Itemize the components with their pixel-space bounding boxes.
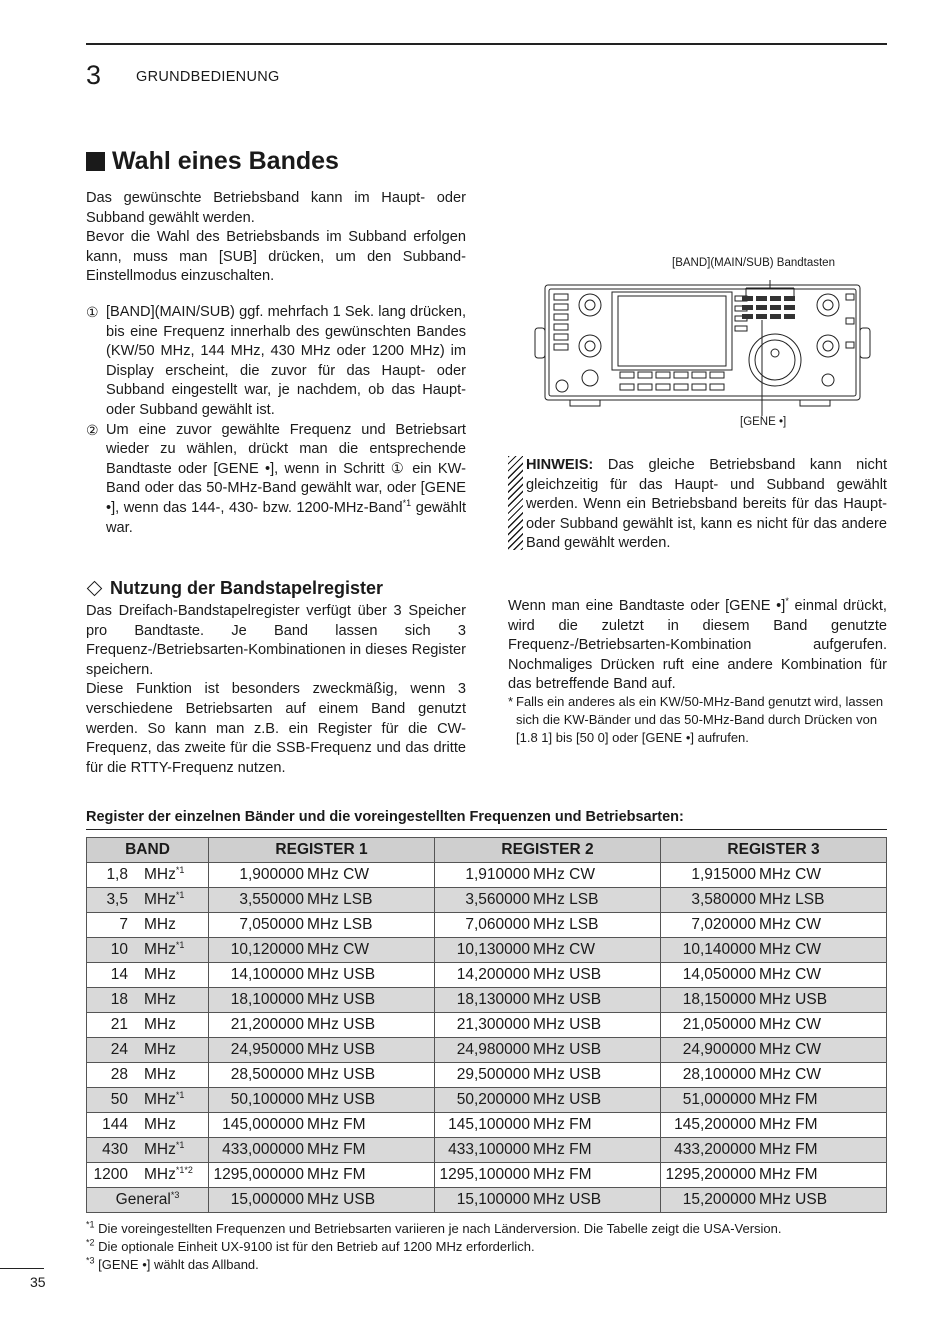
band-unit-label <box>144 941 184 959</box>
register-2-cell <box>435 1088 661 1113</box>
frequency-value: 1,915000 <box>691 866 756 883</box>
frequency-value: 24,980000 <box>456 1041 530 1058</box>
column-header: REGISTER 1 <box>209 838 435 863</box>
band-unit: MHz <box>144 1091 176 1108</box>
unit-mode: MHz FM <box>533 1166 592 1183</box>
band-cell <box>87 1063 209 1088</box>
band-cell <box>87 938 209 963</box>
band-number: 10 <box>110 941 128 958</box>
footnote-mark: *1 <box>86 1219 95 1230</box>
register-2-cell <box>435 1163 661 1188</box>
band-cell <box>87 1013 209 1038</box>
table-row <box>87 1013 887 1038</box>
footnote-ref: *3 <box>170 1189 180 1200</box>
frequency-value: 145,000000 <box>222 1116 304 1133</box>
band-unit: MHz <box>144 1041 176 1058</box>
chapter-title: GRUNDBEDIENUNG <box>136 69 280 85</box>
band-number: 18 <box>110 991 128 1008</box>
table-row <box>87 1138 887 1163</box>
frequency-value: 21,050000 <box>682 1016 756 1033</box>
band-cell <box>87 963 209 988</box>
unit-mode: MHz LSB <box>307 891 373 908</box>
unit-mode: MHz FM <box>759 1166 818 1183</box>
register-2-cell <box>435 1188 661 1213</box>
register-1-cell <box>209 1138 435 1163</box>
frequency-value: 15,100000 <box>456 1191 530 1208</box>
unit-mode: MHz USB <box>533 1191 602 1208</box>
unit-mode: MHz USB <box>533 1066 602 1083</box>
footnote-ref: *1 <box>175 864 185 875</box>
register-3-cell <box>661 913 887 938</box>
chapter-number: 3 <box>86 60 102 90</box>
step-text-part: gewählt war. <box>106 499 467 536</box>
frequency-value: 28,100000 <box>682 1066 756 1083</box>
footnote <box>86 1256 782 1274</box>
note-body: Das gleiche Betriebsband kann nicht gleichzeitig für das Haupt- und Subband gewählt werden. Wenn ein Betriebsband bereits für das Haupt- oder Subband gewählt ist, kann es nicht für das andere Band gewählt werden. <box>526 457 887 552</box>
band-unit: MHz <box>144 1016 176 1033</box>
table-header-row <box>87 838 887 863</box>
register-3-cell <box>661 1188 887 1213</box>
frequency-value: 145,100000 <box>448 1116 530 1133</box>
band-cell <box>87 1088 209 1113</box>
table-row <box>87 1188 887 1213</box>
footnote <box>86 1238 782 1256</box>
unit-mode: MHz USB <box>533 991 602 1008</box>
frequency-value: 7,050000 <box>239 916 304 933</box>
note-text <box>526 456 887 554</box>
unit-mode: MHz LSB <box>533 916 599 933</box>
register-3-cell <box>661 1113 887 1138</box>
table-row <box>87 913 887 938</box>
column-header: BAND <box>87 838 209 863</box>
frequency-value: 145,200000 <box>674 1116 756 1133</box>
band-cell <box>87 1138 209 1163</box>
register-3-cell <box>661 1063 887 1088</box>
frequency-value: 10,120000 <box>230 941 304 958</box>
unit-mode: MHz FM <box>307 1166 366 1183</box>
register-2-cell <box>435 1063 661 1088</box>
unit-mode: MHz FM <box>307 1116 366 1133</box>
intro-paragraph: Das gewünschte Betriebsband kann im Haupt- oder Subband gewählt werden. <box>86 190 466 226</box>
register-2-cell <box>435 1038 661 1063</box>
table-row <box>87 863 887 888</box>
band-label <box>87 1191 208 1209</box>
register-1-cell <box>209 1063 435 1088</box>
unit-mode: MHz FM <box>533 1141 592 1158</box>
note-label: HINWEIS: <box>526 457 594 473</box>
right-text-part: Wenn man eine Bandtaste oder [GENE •] <box>508 598 786 614</box>
unit-mode: MHz USB <box>307 1066 376 1083</box>
register-3-cell <box>661 963 887 988</box>
register-3-cell <box>661 1038 887 1063</box>
band-unit-label <box>144 1166 193 1184</box>
band-unit-label <box>144 1066 176 1084</box>
unit-mode: MHz USB <box>533 966 602 983</box>
band-number: 21 <box>110 1016 128 1033</box>
register-3-cell <box>661 863 887 888</box>
table-row <box>87 938 887 963</box>
register-1-cell <box>209 1013 435 1038</box>
register-1-cell <box>209 1038 435 1063</box>
unit-mode: MHz USB <box>307 991 376 1008</box>
step-item <box>86 303 466 421</box>
register-3-cell <box>661 1013 887 1038</box>
band-number: 7 <box>119 916 128 933</box>
register-1-cell <box>209 938 435 963</box>
table-row <box>87 1113 887 1138</box>
frequency-value: 50,200000 <box>456 1091 530 1108</box>
table-row <box>87 988 887 1013</box>
steps-list <box>86 303 466 538</box>
register-1-cell <box>209 888 435 913</box>
note-box <box>508 456 887 554</box>
register-1-cell <box>209 913 435 938</box>
step-text <box>106 421 466 539</box>
unit-mode: MHz USB <box>533 1041 602 1058</box>
footnote-ref: *1 <box>175 1139 185 1150</box>
right-text-part: einmal drückt, wird die zuletzt in diesem Band genutzte Frequenz-/Betriebsarten-Kombination aufgerufen. Nochmaliges Drücken ruft eine andere Kombination für das betreffende Band auf. <box>508 598 887 693</box>
table-row <box>87 1088 887 1113</box>
unit-mode: MHz CW <box>533 941 595 958</box>
page-number: 35 <box>30 1274 46 1290</box>
table-row <box>87 1163 887 1188</box>
frequency-value: 29,500000 <box>456 1066 530 1083</box>
unit-mode: MHz USB <box>307 1016 376 1033</box>
unit-mode: MHz CW <box>759 941 821 958</box>
register-1-cell <box>209 1113 435 1138</box>
unit-mode: MHz CW <box>759 1016 821 1033</box>
band-cell <box>87 1038 209 1063</box>
band-cell <box>87 1113 209 1138</box>
subsection-heading <box>86 578 383 599</box>
register-1-cell <box>209 988 435 1013</box>
figure-callout-bottom: [GENE •] <box>740 416 787 428</box>
intro-text <box>86 189 466 287</box>
frequency-value: 3,550000 <box>239 891 304 908</box>
unit-mode: MHz LSB <box>759 891 825 908</box>
register-3-cell <box>661 1138 887 1163</box>
band-number: 1200 <box>93 1166 128 1183</box>
transceiver-front-panel-illustration <box>530 268 878 426</box>
register-2-cell <box>435 888 661 913</box>
register-2-cell <box>435 1138 661 1163</box>
band-unit: MHz <box>144 941 176 958</box>
frequency-value: 1295,100000 <box>439 1166 530 1183</box>
band-cell <box>87 988 209 1013</box>
band-number: 50 <box>110 1091 128 1108</box>
frequency-value: 14,200000 <box>456 966 530 983</box>
diamond-bullet-icon <box>87 581 103 597</box>
band-unit-label <box>144 1041 176 1059</box>
band-unit: MHz <box>144 866 176 883</box>
register-2-cell <box>435 938 661 963</box>
section-heading <box>86 147 339 176</box>
footnote-ref: * <box>785 596 789 607</box>
table-title-rule <box>86 829 887 830</box>
frequency-value: 14,050000 <box>682 966 756 983</box>
column-header: REGISTER 2 <box>435 838 661 863</box>
band-unit-label <box>144 966 176 984</box>
section-title: Wahl eines Bandes <box>112 147 339 175</box>
frequency-value: 14,100000 <box>230 966 304 983</box>
band-number: 430 <box>102 1141 128 1158</box>
register-3-cell <box>661 988 887 1013</box>
unit-mode: MHz CW <box>307 866 369 883</box>
footnote-ref: *1 <box>402 498 412 509</box>
column-header: REGISTER 3 <box>661 838 887 863</box>
band-unit: MHz <box>144 891 176 908</box>
note-hatch-icon <box>508 456 523 550</box>
register-1-cell <box>209 1088 435 1113</box>
unit-mode: MHz CW <box>307 941 369 958</box>
table-row <box>87 888 887 913</box>
unit-mode: MHz USB <box>307 1091 376 1108</box>
band-number: 3,5 <box>106 891 128 908</box>
unit-mode: MHz USB <box>307 1041 376 1058</box>
unit-mode: MHz CW <box>759 866 821 883</box>
footnote-ref: *1 <box>175 1089 185 1100</box>
band-unit: MHz <box>144 1116 176 1133</box>
frequency-value: 3,560000 <box>465 891 530 908</box>
register-2-cell <box>435 863 661 888</box>
frequency-value: 15,200000 <box>682 1191 756 1208</box>
footnote-text: [GENE •] wählt das Allband. <box>94 1257 259 1272</box>
band-cell <box>87 863 209 888</box>
frequency-value: 1,910000 <box>465 866 530 883</box>
unit-mode: MHz LSB <box>307 916 373 933</box>
footnote-ref: *1 <box>175 939 185 950</box>
register-2-cell <box>435 913 661 938</box>
band-name: General <box>115 1191 171 1208</box>
table-row <box>87 1063 887 1088</box>
figure-callout-top: [BAND](MAIN/SUB) Bandtasten <box>672 257 835 269</box>
frequency-value: 24,950000 <box>230 1041 304 1058</box>
footnote-text: Falls ein anderes als ein KW/50-MHz-Band genutzt wird, lassen sich die KW-Bänder und das 50-MHz-Band durch Drücken von [1.8 1] bis [50 0] oder [GENE •] aufrufen. <box>516 694 884 745</box>
band-unit: MHz <box>144 966 176 983</box>
band-number: 1,8 <box>106 866 128 883</box>
register-1-cell <box>209 863 435 888</box>
register-2-cell <box>435 963 661 988</box>
step-number: ② <box>86 421 99 438</box>
table-title: Register der einzelnen Bänder und die voreingestellten Frequenzen und Betriebsarten: <box>86 809 684 825</box>
footnote-mark: *2 <box>86 1237 95 1248</box>
frequency-value: 10,130000 <box>456 941 530 958</box>
register-1-cell <box>209 1188 435 1213</box>
band-cell <box>87 913 209 938</box>
footnote <box>86 1220 782 1238</box>
unit-mode: MHz USB <box>759 991 828 1008</box>
subsection-right-text <box>508 597 887 695</box>
intro-paragraph: Bevor die Wahl des Betriebsbands im Subband erfolgen kann, muss man [SUB] drücken, um den Subband-Einstellmodus einzuschalten. <box>86 229 466 285</box>
subsection-title: Nutzung der Bandstapelregister <box>110 578 384 598</box>
unit-mode: MHz USB <box>307 1191 376 1208</box>
band-unit-label <box>144 1116 176 1134</box>
frequency-value: 433,100000 <box>448 1141 530 1158</box>
step-text-part: Um eine zuvor gewählte Frequenz und Betriebsart wieder zu wählen, drückt man die entsprechende Bandtaste oder [GENE •], wenn in Schritt ① ein KW-Band oder das 50-MHz-Band gewählt war, oder [GENE •], wenn das 144-, 430- bzw. 1200-MHz-Band <box>106 421 466 516</box>
unit-mode: MHz CW <box>759 1041 821 1058</box>
band-unit: MHz <box>144 991 176 1008</box>
frequency-value: 21,200000 <box>230 1016 304 1033</box>
band-register-table <box>86 837 887 1213</box>
table-footnotes <box>86 1220 782 1274</box>
frequency-value: 50,100000 <box>230 1091 304 1108</box>
band-unit: MHz <box>144 1066 176 1083</box>
band-unit: MHz <box>144 1141 176 1158</box>
footnote-mark: * <box>508 694 514 709</box>
square-bullet-icon <box>86 152 105 171</box>
frequency-value: 1295,000000 <box>213 1166 304 1183</box>
frequency-value: 433,000000 <box>222 1141 304 1158</box>
footnote-text: Die voreingestellten Frequenzen und Betriebsarten variieren je nach Länderversion. Die Tabelle zeigt die USA-Version. <box>94 1221 782 1236</box>
frequency-value: 28,500000 <box>230 1066 304 1083</box>
band-cell <box>87 1188 209 1213</box>
band-unit-label <box>144 991 176 1009</box>
subsection-paragraph: Das Dreifach-Bandstapelregister verfügt über 3 Speicher pro Bandtaste. Je Band lassen sich 3 Frequenz-/Betriebsarten-Kombinationen in dieses Register speichern. <box>86 603 466 678</box>
band-cell <box>87 888 209 913</box>
frequency-value: 7,020000 <box>691 916 756 933</box>
band-unit: MHz <box>144 1166 176 1183</box>
footnote-ref: *1*2 <box>175 1164 193 1175</box>
frequency-value: 21,300000 <box>456 1016 530 1033</box>
unit-mode: MHz LSB <box>533 891 599 908</box>
register-3-cell <box>661 938 887 963</box>
band-number: 24 <box>110 1041 128 1058</box>
unit-mode: MHz CW <box>759 916 821 933</box>
unit-mode: MHz USB <box>533 1016 602 1033</box>
unit-mode: MHz FM <box>533 1116 592 1133</box>
step-number: ① <box>86 304 99 320</box>
frequency-value: 15,000000 <box>230 1191 304 1208</box>
footnote-text: Die optionale Einheit UX-9100 ist für den Betrieb auf 1200 MHz erforderlich. <box>94 1239 535 1254</box>
band-unit-label <box>144 1016 176 1034</box>
subsection-paragraph: Diese Funktion ist besonders zweckmäßig, wenn 3 verschiedene Betriebsarten auf einem Band genutzt werden. So kann man z.B. ein Register für die CW-Frequenz, das zweite für die SSB-Frequenz und das dritte für die RTTY-Frequenz nutzen. <box>86 681 466 776</box>
frequency-value: 433,200000 <box>674 1141 756 1158</box>
frequency-value: 7,060000 <box>465 916 530 933</box>
unit-mode: MHz USB <box>307 966 376 983</box>
band-cell <box>87 1163 209 1188</box>
band-unit-label <box>144 866 184 884</box>
unit-mode: MHz FM <box>307 1141 366 1158</box>
frequency-value: 10,140000 <box>682 941 756 958</box>
table-row <box>87 1038 887 1063</box>
band-unit-label <box>144 1141 184 1159</box>
unit-mode: MHz CW <box>759 1066 821 1083</box>
unit-mode: MHz USB <box>533 1091 602 1108</box>
frequency-value: 3,580000 <box>691 891 756 908</box>
band-unit-label <box>144 891 184 909</box>
frequency-value: 18,100000 <box>230 991 304 1008</box>
unit-mode: MHz USB <box>759 1191 828 1208</box>
register-3-cell <box>661 1163 887 1188</box>
register-1-cell <box>209 1163 435 1188</box>
page-number-rule <box>0 1268 44 1269</box>
register-2-cell <box>435 988 661 1013</box>
unit-mode: MHz CW <box>533 866 595 883</box>
subsection-left-text <box>86 602 466 778</box>
register-2-cell <box>435 1113 661 1138</box>
step-text: [BAND](MAIN/SUB) ggf. mehrfach 1 Sek. lang drücken, bis eine Frequenz innerhalb des gewünschten Bandes (KW/50 MHz, 144 MHz, 430 MHz oder 1200 MHz) im Display erscheint, die zuvor für das Haupt- oder Subband eingestellt war, je nachdem, ob das Haupt- oder Subband gewählt ist. <box>106 304 466 418</box>
frequency-value: 51,000000 <box>682 1091 756 1108</box>
frequency-value: 18,150000 <box>682 991 756 1008</box>
band-unit-label <box>144 916 176 934</box>
register-3-cell <box>661 1088 887 1113</box>
footnote-mark: *3 <box>86 1255 95 1266</box>
band-number: 28 <box>110 1066 128 1083</box>
frequency-value: 1,900000 <box>239 866 304 883</box>
register-1-cell <box>209 963 435 988</box>
step-item <box>86 421 466 539</box>
register-3-cell <box>661 888 887 913</box>
band-number: 14 <box>110 966 128 983</box>
band-unit: MHz <box>144 916 176 933</box>
unit-mode: MHz CW <box>759 966 821 983</box>
subsection-footnote <box>508 693 887 747</box>
unit-mode: MHz FM <box>759 1116 818 1133</box>
frequency-value: 24,900000 <box>682 1041 756 1058</box>
unit-mode: MHz FM <box>759 1091 818 1108</box>
register-2-cell <box>435 1013 661 1038</box>
band-unit-label <box>144 1091 184 1109</box>
header-rule <box>86 43 887 45</box>
frequency-value: 1295,200000 <box>665 1166 756 1183</box>
table-row <box>87 963 887 988</box>
unit-mode: MHz FM <box>759 1141 818 1158</box>
band-number: 144 <box>102 1116 128 1133</box>
footnote-ref: *1 <box>175 889 185 900</box>
frequency-value: 18,130000 <box>456 991 530 1008</box>
